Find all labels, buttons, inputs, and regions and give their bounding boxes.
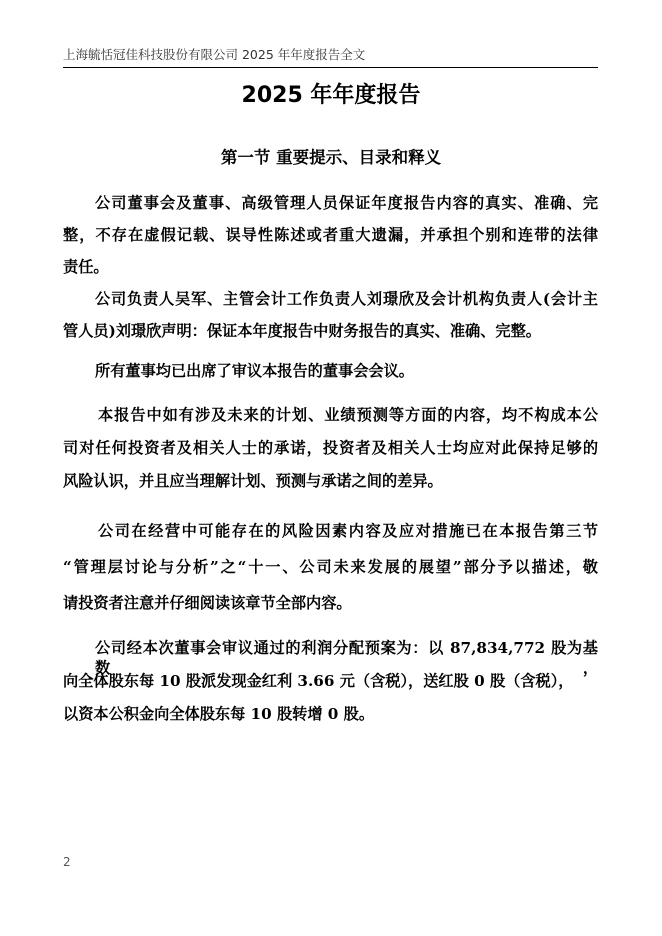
paragraph-line: 向全体股东每 10 股派发现金红利 3.66 元（含税），送红股 0 股（含税）， [63, 672, 574, 690]
header-company-title: 上海毓恬冠佳科技股份有限公司 2025 年年度报告全文 [63, 47, 366, 62]
paragraph-line: 公司在经营中可能存在的风险因素内容及应对措施已在本报告第三节 [98, 522, 598, 540]
page-number: 2 [63, 855, 71, 869]
paragraph-line: 公司董事会及董事、高级管理人员保证年度报告内容的真实、准确、完 [95, 194, 598, 212]
paragraph-line: 管人员)刘璟欣声明：保证本年度报告中财务报告的真实、准确、完整。 [63, 322, 541, 340]
section-title: 第一节 重要提示、目录和释义 [220, 148, 442, 167]
paragraph-line: 整，不存在虚假记载、误导性陈述或者重大遗漏，并承担个别和连带的法律 [63, 226, 598, 244]
paragraph-line: 所有董事均已出席了审议本报告的董事会会议。 [95, 362, 414, 380]
header-divider [63, 67, 598, 68]
paragraph-line: 本报告中如有涉及未来的计划、业绩预测等方面的内容，均不构成本公 [98, 406, 598, 424]
paragraph-line: 以资本公积金向全体股东每 10 股转增 0 股。 [63, 705, 375, 723]
report-title: 2025 年年度报告 [241, 83, 421, 108]
paragraph-line: 责任。 [63, 258, 109, 276]
paragraph-line: 风险认识，并且应当理解计划、预测与承诺之间的差异。 [63, 472, 443, 490]
paragraph-line: 公司经本次董事会审议通过的利润分配预案为：以 87,834,772 股为基数， [95, 639, 598, 677]
paragraph-line: 司对任何投资者及相关人士的承诺，投资者及相关人士均应对此保持足够的 [63, 439, 598, 457]
paragraph-line: “管理层讨论与分析”之“十一、公司未来发展的展望”部分予以描述，敬 [63, 558, 598, 576]
paragraph-line: 请投资者注意并仔细阅读该章节全部内容。 [63, 594, 352, 612]
paragraph-line: 公司负责人吴军、主管会计工作负责人刘璟欣及会计机构负责人(会计主 [95, 290, 598, 308]
